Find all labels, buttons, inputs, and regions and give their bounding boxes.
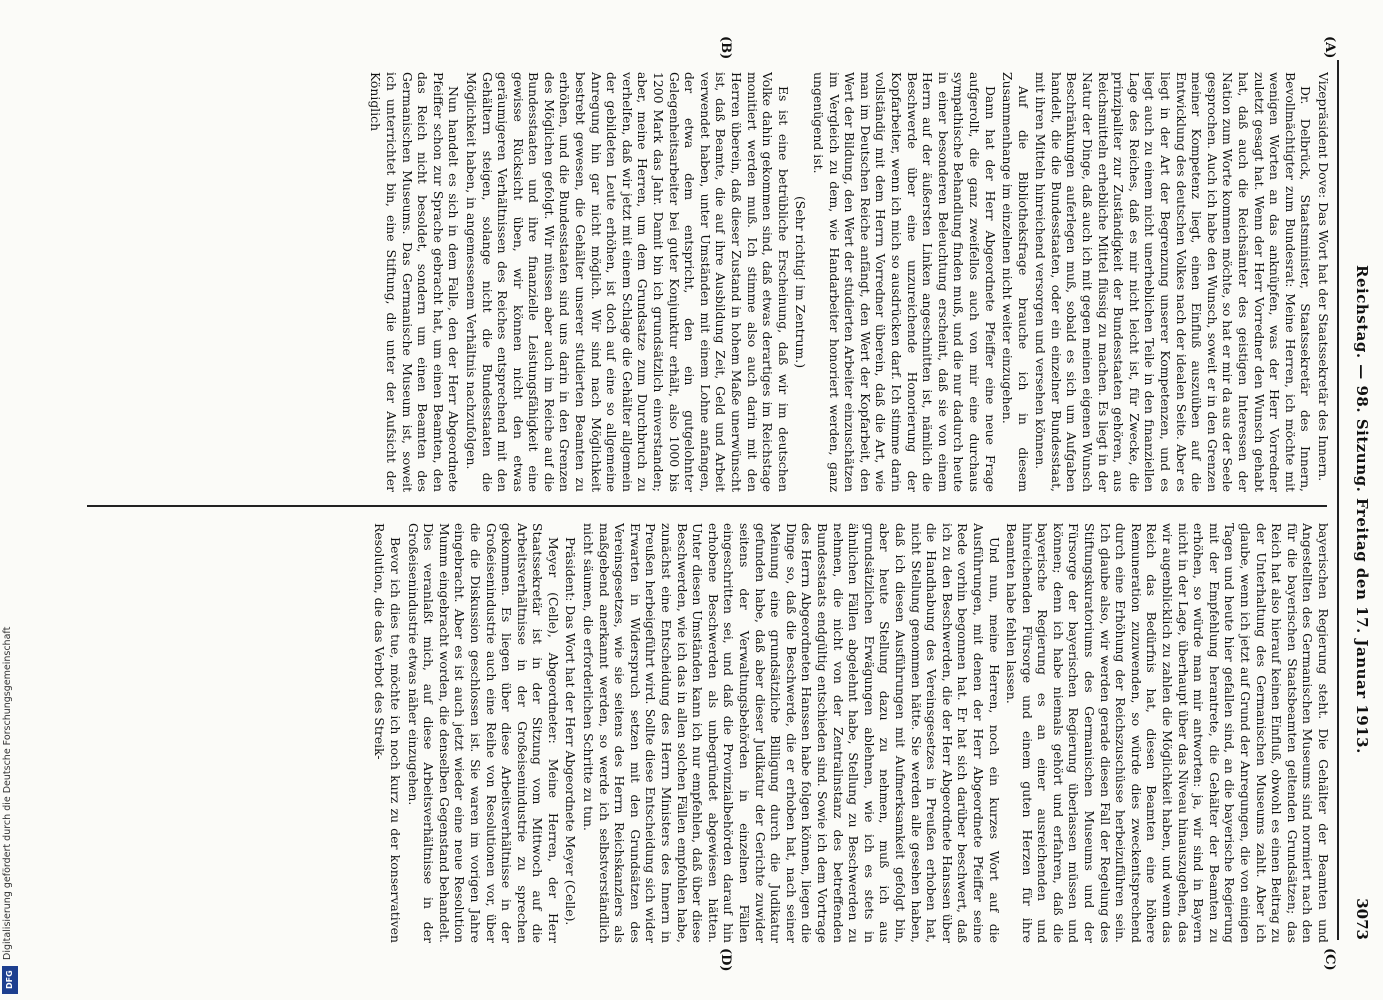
margin-marker-a: (A): [1322, 36, 1337, 59]
margin-marker-b: (B): [718, 36, 733, 60]
header-rule: [1337, 60, 1339, 940]
paragraph: Es ist eine betrübliche Erscheinung, daß wir im deutschen Volke dahin gekommen sind, daß etwas derartiges im Reichstage monitiert werden muß. Ich stimme also auch darin mit den Herren überein, daß dieser Zustand in hohem Maße unerwünscht ist, daß Beamte, die auf ihre Ausbildung Zeit, Geld und Arbeit verwendet haben, unter Umständen mit einem Lohne anfangen, der etwa dem entspricht, den ein gutgelohnter Gelegenheitsarbeiter bei guter Konjunktur erhält, also 1000 bis 1200 Mark das Jahr. Damit bin ich grundsätzlich einverstanden; aber, meine Herren, um dem Grundsatze zum Durchbruch zu verhelfen, daß wir jetzt mit einem Schlage die Gehälter allgemein der gebildeten Leute erhöhen, ist doch auf eine so allgemeine Anregung hin gar nicht möglich. Wir sind nach Möglichkeit bestrebt gewesen, die Gehälter unserer studierten Beamten zu erhöhen, und die Bundesstaaten sind uns darin in den Grenzen des Möglichen gefolgt. Wir müssen aber auch im Reiche auf die Bundesstaaten und ihre finanzielle Leistungsfähigkeit eine gewisse Rücksicht üben, wir können nicht den etwas geräumigeren Verhältnissen des Reiches entsprechend mit den Gehältern steigen, solange nicht die Bundesstaaten die Möglichkeit haben, in angemessenem Verhältnis nachzufolgen.: [463, 72, 791, 492]
paragraph: Dann hat der Herr Abgeordnete Pfeiffer eine neue Frage aufgerollt, die ganz zweifellos auch von mir eine durchaus sympathische Behandlung finden muß, und die nur dadurch heute in einer besonderen Beleuchtung erscheint, daß sie von einem Herrn auf der äußersten Linken angeschnitten ist, nämlich die Beschwerde über eine unzureichende Honorierung der Kopfarbeiter, wenn ich mich so ausdrücken darf. Ich stimme darin vollständig mit dem Herrn Vorredner überein, daß die Art, wie man im Deutschen Reiche anfängt, den Wert der Kopfarbeit, den Wert der Bildung, den Wert der studierten Arbeiter einzuschätzen im Vergleich zu dem, wie Handarbeiter honoriert werden, ganz ungenügend ist.: [811, 72, 998, 492]
page-header: [1345, 60, 1371, 940]
header-title: Reichstag. — 98. Sitzung. Freitag den 17. Januar 1913.: [1353, 265, 1371, 754]
dfg-logo-icon[interactable]: DFG: [2, 966, 18, 994]
paragraph: Nun handelt es sich in dem Falle, den der Herr Abgeordnete Pfeiffer schon zur Sprache gebracht hat, um einen Beamten, den das Reich nicht besoldet, sondern um einen Beamten des Germanischen Museums. Das Germanische Museum ist, soweit ich unterrichtet bin, eine Stiftung, die unter der Aufsicht der Königlich: [368, 72, 462, 492]
paragraph: Und nun, meine Herren, noch ein kurzes Wort auf die Ausführungen, mit denen der Herr Abgeordnete Pfeiffer seine Rede vorhin begonnen hat. Er hat sich darüber beschwert, daß ich zu den Beschwerden, die der Herr Abgeordnete Hanssen über die Handhabung des Vereinsgesetzes in Preußen erhoben hat, nicht Stellung genommen hätte. Sie werden alle gesehen haben, daß ich diesen Ausführungen mit Aufmerksamkeit gefolgt bin, aber heute Stellung dazu zu nehmen, muß ich aus grundsätzlichen Erwägungen ablehnen, wie ich es stets in ähnlichen Fällen abgelehnt habe, Stellung zu Beschwerden zu nehmen, die nicht von der Zentralinstanz des betreffenden Bundesstaats endgültig entschieden sind. Sowie ich dem Vortrage des Herrn Abgeordneten Hanssen habe folgen können, liegen die Dinge so, daß die Beschwerde, die er erhoben hat, nach seiner Meinung eine grundsätzliche Billigung durch die Judikatur gefunden habe, daß aber dieser Judikatur der Gerichte zuwider seitens der Verwaltungsbehörden in einzelnen Fällen eingeschritten sei, und daß die Provinzialbehörden darauf hin erhobene Beschwerden als unbegründet abgewiesen hätten. Unter diesen Umständen kann ich nur empfehlen, daß über diese Beschwerden, wie ich das in allen solchen Fällen empfohlen habe, zunächst eine Entscheidung des Herrn Ministers des Innern in Preußen herbeigeführt wird. Sollte diese Entscheidung sich wider Erwarten in Widerspruch setzen mit den Grundsätzen des Vereinsgesetzes, wie sie seitens des Herrn Reichskanzlers als maßgebend anerkannt werden, so werde ich selbstverständlich nicht säumen, die erforderlichen Schritte zu tun.: [581, 523, 1002, 943]
page-number: 3073: [1353, 898, 1371, 940]
paragraph: Präsident: Das Wort hat der Herr Abgeordnete Meyer (Celle).: [563, 537, 579, 926]
margin-marker-d: (D): [718, 948, 733, 972]
paragraph: Auf die Bibliotheksfrage brauche ich in diesem Zusammenhange im einzelnen nicht weiter einzugehen.: [1000, 72, 1031, 492]
margin-marker-c: (C): [1322, 948, 1337, 971]
right-column: [101, 523, 1331, 943]
paragraph: Bevor ich dies tue, möchte ich noch kurz zu der konservativen Resolution, die das Verbot des Streik-: [372, 523, 403, 943]
paragraph: (Sehr richtig! im Zentrum.): [793, 195, 809, 369]
paragraph: Meyer (Celle), Abgeordneter: Meine Herren, der Herr Staatssekretär ist in der Sitzung vom Mittwoch auf die Arbeitsverhältnisse in der Großeisenindustrie zu sprechen gekommen. Es liegen über diese Arbeitsverhältnisse in der Großeisenindustrie auch eine Reihe von Resolutionen vor, über die die Diskussion geschlossen ist. Sie waren im vorigen Jahre eingebracht. Aber es ist auch jetzt wieder eine neue Resolution Mumm eingebracht worden, die denselben Gegenstand behandelt. Dies veranlaßt mich, auf diese Arbeitsverhältnisse in der Großeisenindustrie etwas näher einzugehen.: [405, 523, 561, 943]
column-divider: [87, 505, 1327, 507]
paragraph: Dr. Delbrück, Staatsminister, Staatssekretär des Innern, Bevollmächtigter zum Bundesrat: Meine Herren, ich möchte mit wenigen Worten an das anknüpfen, was der Herr Vorredner zuletzt gesagt hat. Wenn der Herr Vorredner den Wunsch gehabt hat, daß auch die Reichsämter des geistigen Interessen der Nation zum Worte kommen möchte, so hat er mir da aus der Seele gesprochen. Auch ich habe den Wunsch, soweit er in den Grenzen meiner Kompetenz liegt, einen Einfluß auszuüben auf die Entwicklung des deutschen Volkes nach der idealen Seite. Aber es liegt in der Art der Begrenzung unserer Kompetenzen, und es liegt auch zu einem nicht unerheblichen Teile in den finanziellen Lage des Reiches, daß es mir nicht leicht ist, für Zwecke, die prinzipaliter zur Zuständigkeit der Bundesstaaten gehören, aus Reichsmitteln erhebliche Mittel flüssig zu machen. Es liegt in der Natur der Dinge, daß auch ich mit gegen meinen eigenen Wunsch Beschränkungen auferlegen muß, sobald es sich um Aufgaben handelt, die die Bundesstaaten, oder ein einzelner Bundesstaat, mit ihren Mitteln hinreichend versorgen und versehen können.: [1033, 72, 1314, 492]
paragraph: bayerischen Regierung steht. Die Gehälter der Beamten und Angestellten des Germanischen Museums sind normiert nach den für die bayerischen Staatsbeamten geltenden Grundsätzen; das Reich hat also hierauf keinen Einfluß, obwohl es einen Beitrag zu der Unterhaltung des Germanischen Museums zahlt. Aber ich glaube, wenn ich jetzt auf Grund der Anregungen, die von einigen Tagen und heute hier gefallen sind, an die bayerische Regierung mit der Empfehlung herantrete, die Gehälter der Beamten zu erhöhen, so würde man mir antworten: ja, wir sind in Bayern nicht in der Lage, überhaupt über das Niveau hinauszugehen, das wir augenblicklich zu zahlen die Möglichkeit haben, und wenn das Reich das Bedürfnis hat, diesen Beamten eine höhere Remuneration zuzuwenden, so würde dies zweckentsprechend durch eine Erhöhung der Reichszuschüsse herbeizuführen sein. Ich glaube also, wir werden gerade diesen Fall der Regelung des Stiftungskuratoriums des Germanischen Museums und der Fürsorge der bayerischen Regierung überlassen müssen und können; denn ich habe niemals gehört und erfahren, daß die bayerische Regierung es an einer ausreichenden und hinreichenden Fürsorge und einem guten Herzen für ihre Beamten habe fehlen lassen.: [1004, 523, 1331, 943]
left-column: [101, 72, 1331, 492]
paragraph: Vizepräsident Dove: Das Wort hat der Staatssekretär des Innern.: [1316, 72, 1331, 482]
digitization-credit-bar: [0, 0, 20, 1000]
digitization-credit: Digitalisierung gefördert durch die Deutsche Forschungsgemeinschaft: [2, 626, 13, 960]
